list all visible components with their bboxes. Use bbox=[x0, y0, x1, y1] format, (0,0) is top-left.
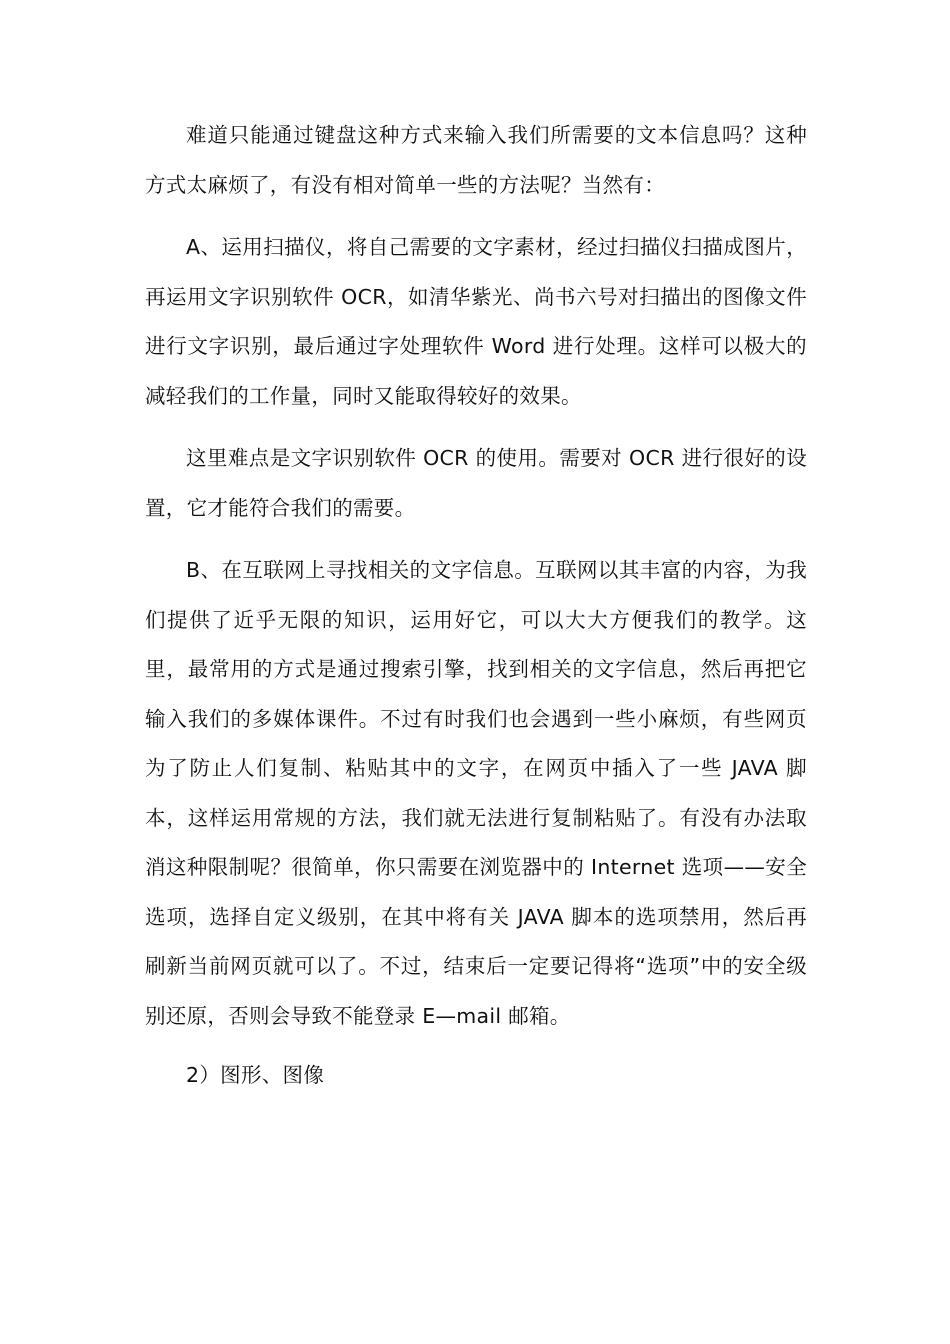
paragraph-ocr-difficulty: 这里难点是文字识别软件 OCR 的使用。需要对 OCR 进行很好的设置，它才能符合我们的需要。 bbox=[145, 446, 807, 520]
paragraph-scanner-ocr: A、运用扫描仪，将自己需要的文字素材，经过扫描仪扫描成图片，再运用文字识别软件 OCR，如清华紫光、尚书六号对扫描出的图像文件进行文字识别，最后通过字处理软件 Word 进行处理。这样可以极大的减轻我们的工作量，同时又能取得较好的效果。 bbox=[145, 235, 807, 408]
paragraph-text-input-question: 难道只能通过键盘这种方式来输入我们所需要的文本信息吗？这种方式太麻烦了，有没有相对简单一些的方法呢？当然有： bbox=[145, 123, 807, 197]
section-heading-graphics-images: 2）图形、图像 bbox=[186, 1063, 325, 1087]
paragraph-internet-search: B、在互联网上寻找相关的文字信息。互联网以其丰富的内容，为我们提供了近乎无限的知识，运用好它，可以大大方便我们的教学。这里，最常用的方式是通过搜索引擎，找到相关的文字信息，然后再把它输入我们的多媒体课件。不过有时我们也会遇到一些小麻烦，有些网页为了防止人们复制、粘贴其中的文字，在网页中插入了一些 JAVA 脚本，这样运用常规的方法，我们就无法进行复制粘贴了。有没有办法取消这种限制呢？很简单，你只需要在浏览器中的 Internet 选项——安全选项，选择自定义级别，在其中将有关 JAVA 脚本的选项禁用，然后再刷新当前网页就可以了。不过，结束后一定要记得将“选项”中的安全级别还原，否则会导致不能登录 E—mail 邮箱。 bbox=[145, 558, 807, 1028]
